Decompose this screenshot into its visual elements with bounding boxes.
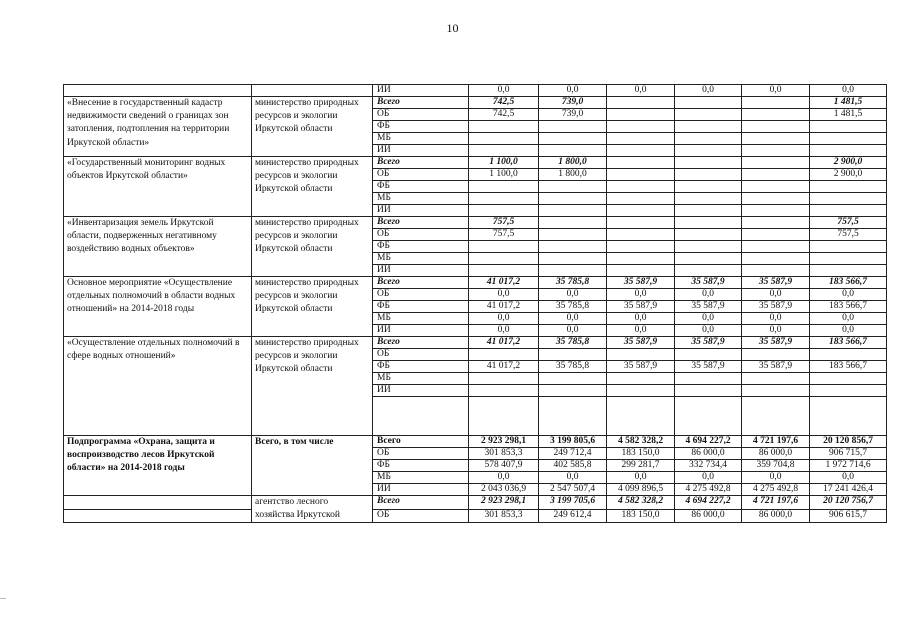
value-cell xyxy=(810,181,887,193)
value-cell xyxy=(810,133,887,145)
value-cell: 4 694 227,2 xyxy=(675,436,742,448)
table-body xyxy=(64,85,887,523)
value-cell xyxy=(539,133,607,145)
funding-source-cell: ФБ xyxy=(373,241,469,253)
value-cell xyxy=(810,397,887,436)
value-cell xyxy=(742,181,810,193)
value-cell xyxy=(742,349,810,361)
value-cell: 2 900,0 xyxy=(810,169,887,181)
value-cell: 0,0 xyxy=(742,472,810,484)
value-cell: 0,0 xyxy=(675,289,742,301)
value-cell: 4 582 328,2 xyxy=(607,436,675,448)
event-name-cell xyxy=(64,85,252,97)
value-cell: 35 587,9 xyxy=(675,277,742,289)
value-cell xyxy=(742,385,810,397)
value-cell: 0,0 xyxy=(469,325,539,337)
value-cell: 0,0 xyxy=(539,289,607,301)
value-cell xyxy=(810,373,887,385)
executor-cell: министерство природных ресурсов и экологии Иркутской области xyxy=(252,97,373,157)
value-cell: 4 275 492,8 xyxy=(742,484,810,496)
value-cell xyxy=(539,229,607,241)
value-cell xyxy=(675,217,742,229)
value-cell xyxy=(742,253,810,265)
value-cell xyxy=(742,241,810,253)
value-cell: 183 566,7 xyxy=(810,337,887,349)
value-cell xyxy=(469,181,539,193)
value-cell xyxy=(539,253,607,265)
value-cell: 86 000,0 xyxy=(675,509,742,523)
value-cell xyxy=(742,265,810,277)
budget-table xyxy=(63,84,887,523)
value-cell: 0,0 xyxy=(607,289,675,301)
value-cell xyxy=(810,205,887,217)
executor-cell: министерство природных ресурсов и экологии Иркутской области xyxy=(252,277,373,337)
value-cell: 183 150,0 xyxy=(607,448,675,460)
funding-source-cell: ОБ xyxy=(373,229,469,241)
value-cell xyxy=(607,385,675,397)
value-cell: 4 275 492,8 xyxy=(675,484,742,496)
event-name-cell: Основное мероприятие «Осуществление отдельных полномочий в области водных отношений» на 2014-2018 годы xyxy=(64,277,252,337)
value-cell xyxy=(539,193,607,205)
value-cell xyxy=(607,97,675,109)
value-cell xyxy=(539,145,607,157)
value-cell xyxy=(607,193,675,205)
value-cell xyxy=(539,385,607,397)
value-cell: 0,0 xyxy=(469,85,539,97)
value-cell: 183 566,7 xyxy=(810,277,887,289)
value-cell xyxy=(607,253,675,265)
value-cell: 41 017,2 xyxy=(469,337,539,349)
value-cell: 0,0 xyxy=(810,85,887,97)
value-cell xyxy=(607,349,675,361)
value-cell: 739,0 xyxy=(539,109,607,121)
page-number: 10 xyxy=(446,21,459,35)
value-cell xyxy=(742,169,810,181)
value-cell: 249 612,4 xyxy=(539,509,607,523)
executor-cell: министерство природных ресурсов и экологии Иркутской области xyxy=(252,217,373,277)
value-cell xyxy=(607,373,675,385)
value-cell: 1 800,0 xyxy=(539,169,607,181)
value-cell: 183 566,7 xyxy=(810,301,887,313)
funding-source-cell: ОБ xyxy=(373,509,469,523)
value-cell: 402 585,8 xyxy=(539,460,607,472)
value-cell xyxy=(539,265,607,277)
value-cell xyxy=(607,157,675,169)
value-cell xyxy=(607,205,675,217)
table-row xyxy=(64,509,887,523)
value-cell xyxy=(810,241,887,253)
value-cell xyxy=(742,109,810,121)
value-cell xyxy=(607,181,675,193)
value-cell xyxy=(469,253,539,265)
value-cell xyxy=(675,397,742,436)
value-cell xyxy=(810,193,887,205)
value-cell: 1 972 714,6 xyxy=(810,460,887,472)
value-cell: 0,0 xyxy=(607,313,675,325)
value-cell: 20 120 756,7 xyxy=(810,496,887,510)
value-cell: 35 587,9 xyxy=(742,361,810,373)
value-cell: 35 785,8 xyxy=(539,301,607,313)
value-cell: 0,0 xyxy=(742,325,810,337)
event-name-cell: «Инвентаризация земель Иркутской области, подверженных негативному воздействию водных объектов» xyxy=(64,217,252,277)
event-name-cell: «Государственный мониторинг водных объектов Иркутской области» xyxy=(64,157,252,217)
funding-source-cell: ФБ xyxy=(373,181,469,193)
value-cell: 906 715,7 xyxy=(810,448,887,460)
value-cell: 35 785,8 xyxy=(539,361,607,373)
value-cell xyxy=(810,385,887,397)
value-cell xyxy=(607,109,675,121)
funding-source-cell: Всего xyxy=(373,337,469,349)
value-cell: 0,0 xyxy=(742,313,810,325)
funding-source-cell: ИИ xyxy=(373,85,469,97)
value-cell: 86 000,0 xyxy=(742,448,810,460)
value-cell: 2 923 298,1 xyxy=(469,436,539,448)
value-cell: 35 587,9 xyxy=(607,277,675,289)
value-cell xyxy=(675,133,742,145)
value-cell xyxy=(675,169,742,181)
funding-source-cell: ИИ xyxy=(373,205,469,217)
value-cell xyxy=(469,265,539,277)
funding-source-cell: МБ xyxy=(373,313,469,325)
value-cell xyxy=(607,265,675,277)
funding-source-cell: ФБ xyxy=(373,460,469,472)
value-cell: 0,0 xyxy=(469,313,539,325)
funding-source-cell: Всего xyxy=(373,217,469,229)
executor-cell: Всего, в том числе xyxy=(252,436,373,496)
value-cell xyxy=(742,229,810,241)
value-cell: 1 100,0 xyxy=(469,157,539,169)
value-cell: 41 017,2 xyxy=(469,277,539,289)
value-cell xyxy=(469,193,539,205)
value-cell: 1 100,0 xyxy=(469,169,539,181)
value-cell: 742,5 xyxy=(469,109,539,121)
value-cell: 35 587,9 xyxy=(607,301,675,313)
value-cell xyxy=(810,265,887,277)
value-cell: 0,0 xyxy=(675,85,742,97)
value-cell: 739,0 xyxy=(539,97,607,109)
table-row xyxy=(64,436,887,448)
value-cell xyxy=(742,97,810,109)
value-cell: 183 566,7 xyxy=(810,361,887,373)
value-cell xyxy=(469,121,539,133)
value-cell: 35 587,9 xyxy=(607,337,675,349)
value-cell xyxy=(469,241,539,253)
value-cell xyxy=(675,205,742,217)
value-cell xyxy=(742,145,810,157)
value-cell: 20 120 856,7 xyxy=(810,436,887,448)
value-cell: 35 587,9 xyxy=(607,361,675,373)
table-row xyxy=(64,85,887,97)
funding-source-cell: ОБ xyxy=(373,349,469,361)
value-cell xyxy=(539,349,607,361)
value-cell xyxy=(469,205,539,217)
value-cell: 0,0 xyxy=(675,325,742,337)
value-cell: 0,0 xyxy=(810,289,887,301)
funding-source-cell: ОБ xyxy=(373,109,469,121)
value-cell: 301 853,3 xyxy=(469,448,539,460)
table-row xyxy=(64,337,887,349)
table-row xyxy=(64,157,887,169)
value-cell: 359 704,8 xyxy=(742,460,810,472)
value-cell: 17 241 426,4 xyxy=(810,484,887,496)
value-cell: 0,0 xyxy=(539,85,607,97)
value-cell: 578 407,9 xyxy=(469,460,539,472)
value-cell xyxy=(675,241,742,253)
value-cell xyxy=(675,97,742,109)
value-cell: 757,5 xyxy=(469,217,539,229)
value-cell xyxy=(469,145,539,157)
value-cell: 183 150,0 xyxy=(607,509,675,523)
value-cell: 0,0 xyxy=(469,472,539,484)
value-cell: 3 199 705,6 xyxy=(539,496,607,510)
value-cell xyxy=(742,133,810,145)
value-cell: 0,0 xyxy=(742,85,810,97)
value-cell xyxy=(675,373,742,385)
executor-cell: агентство лесного хозяйства Иркутской xyxy=(252,496,373,523)
value-cell xyxy=(607,217,675,229)
value-cell: 35 587,9 xyxy=(675,337,742,349)
event-name-cell xyxy=(373,397,469,436)
funding-source-cell: ИИ xyxy=(373,385,469,397)
value-cell xyxy=(810,253,887,265)
funding-source-cell: ФБ xyxy=(373,301,469,313)
value-cell: 0,0 xyxy=(607,85,675,97)
value-cell xyxy=(810,121,887,133)
executor-cell: министерство природных ресурсов и экологии Иркутской области xyxy=(252,157,373,217)
value-cell: 2 547 507,4 xyxy=(539,484,607,496)
value-cell: 0,0 xyxy=(675,472,742,484)
value-cell: 3 199 805,6 xyxy=(539,436,607,448)
value-cell: 4 721 197,6 xyxy=(742,496,810,510)
value-cell xyxy=(742,121,810,133)
funding-source-cell xyxy=(539,397,607,436)
event-name-cell: «Осуществление отдельных полномочий в сфере водных отношений» xyxy=(64,337,252,436)
value-cell: 4 099 896,5 xyxy=(607,484,675,496)
value-cell: 0,0 xyxy=(675,313,742,325)
value-cell: 4 721 197,6 xyxy=(742,436,810,448)
value-cell: 906 615,7 xyxy=(810,509,887,523)
value-cell xyxy=(469,349,539,361)
value-cell xyxy=(607,121,675,133)
value-cell: 35 587,9 xyxy=(675,301,742,313)
event-name-cell: Подпрограмма «Охрана, защита и воспроизводство лесов Иркутской области» на 2014-2018 годы xyxy=(64,436,252,496)
value-cell xyxy=(539,121,607,133)
value-cell xyxy=(607,145,675,157)
scan-edge-mark xyxy=(0,598,6,599)
executor-cell: министерство природных ресурсов и экологии Иркутской области xyxy=(252,337,373,436)
value-cell: 742,5 xyxy=(469,97,539,109)
value-cell xyxy=(810,145,887,157)
funding-source-cell: ОБ xyxy=(373,448,469,460)
value-cell xyxy=(675,181,742,193)
value-cell xyxy=(675,385,742,397)
value-cell: 35 587,9 xyxy=(742,277,810,289)
value-cell xyxy=(675,193,742,205)
funding-source-cell: Всего xyxy=(373,277,469,289)
funding-source-cell: ИИ xyxy=(373,145,469,157)
value-cell xyxy=(742,373,810,385)
value-cell: 35 785,8 xyxy=(539,337,607,349)
funding-source-cell: ИИ xyxy=(373,265,469,277)
funding-source-cell: ОБ xyxy=(373,169,469,181)
value-cell: 35 587,9 xyxy=(742,301,810,313)
table-row xyxy=(64,496,887,510)
value-cell xyxy=(675,157,742,169)
table-row xyxy=(64,217,887,229)
value-cell xyxy=(675,265,742,277)
value-cell: 41 017,2 xyxy=(469,361,539,373)
funding-source-cell: ИИ xyxy=(373,325,469,337)
value-cell: 757,5 xyxy=(469,229,539,241)
value-cell xyxy=(469,385,539,397)
funding-source-cell: Всего xyxy=(373,436,469,448)
value-cell xyxy=(675,109,742,121)
value-cell: 332 734,4 xyxy=(675,460,742,472)
value-cell xyxy=(469,133,539,145)
value-cell: 86 000,0 xyxy=(742,509,810,523)
value-cell: 35 587,9 xyxy=(675,361,742,373)
value-cell: 249 712,4 xyxy=(539,448,607,460)
value-cell xyxy=(675,145,742,157)
value-cell xyxy=(539,373,607,385)
funding-source-cell: Всего xyxy=(373,157,469,169)
executor-cell xyxy=(252,85,373,97)
value-cell xyxy=(539,241,607,253)
value-cell xyxy=(607,241,675,253)
funding-source-cell: МБ xyxy=(373,193,469,205)
funding-source-cell: ФБ xyxy=(373,361,469,373)
value-cell: 41 017,2 xyxy=(469,301,539,313)
value-cell: 86 000,0 xyxy=(675,448,742,460)
value-cell xyxy=(742,217,810,229)
event-name-cell xyxy=(64,509,252,523)
value-cell: 0,0 xyxy=(607,325,675,337)
funding-source-cell: ФБ xyxy=(373,121,469,133)
value-cell xyxy=(675,253,742,265)
value-cell: 0,0 xyxy=(469,289,539,301)
value-cell: 0,0 xyxy=(742,289,810,301)
funding-source-cell: МБ xyxy=(373,472,469,484)
funding-source-cell: Всего xyxy=(373,97,469,109)
value-cell xyxy=(742,397,810,436)
value-cell: 0,0 xyxy=(810,325,887,337)
value-cell: 0,0 xyxy=(607,472,675,484)
funding-source-cell: МБ xyxy=(373,373,469,385)
funding-source-cell: МБ xyxy=(373,253,469,265)
value-cell xyxy=(607,169,675,181)
value-cell: 1 481,5 xyxy=(810,97,887,109)
executor-cell xyxy=(469,397,539,436)
value-cell xyxy=(539,205,607,217)
value-cell: 2 923 298,1 xyxy=(469,496,539,510)
table-row xyxy=(64,277,887,289)
value-cell: 1 800,0 xyxy=(539,157,607,169)
value-cell xyxy=(539,217,607,229)
value-cell: 757,5 xyxy=(810,229,887,241)
event-name-cell xyxy=(64,496,252,510)
value-cell xyxy=(675,349,742,361)
value-cell xyxy=(742,193,810,205)
funding-source-cell: Всего xyxy=(373,496,469,510)
value-cell: 4 582 328,2 xyxy=(607,496,675,510)
value-cell: 0,0 xyxy=(810,472,887,484)
value-cell xyxy=(675,121,742,133)
value-cell: 2 043 036,9 xyxy=(469,484,539,496)
value-cell: 0,0 xyxy=(810,313,887,325)
value-cell xyxy=(742,205,810,217)
funding-source-cell: ОБ xyxy=(373,289,469,301)
value-cell: 299 281,7 xyxy=(607,460,675,472)
value-cell xyxy=(742,157,810,169)
table-row xyxy=(64,97,887,109)
value-cell xyxy=(607,397,675,436)
value-cell: 35 785,8 xyxy=(539,277,607,289)
event-name-cell: «Внесение в государственный кадастр недвижимости сведений о границах зон затопления, подтопления на территории Иркутской области» xyxy=(64,97,252,157)
value-cell: 4 694 227,2 xyxy=(675,496,742,510)
value-cell: 0,0 xyxy=(539,325,607,337)
value-cell: 0,0 xyxy=(539,313,607,325)
value-cell: 757,5 xyxy=(810,217,887,229)
value-cell: 2 900,0 xyxy=(810,157,887,169)
value-cell xyxy=(607,229,675,241)
value-cell xyxy=(675,229,742,241)
value-cell xyxy=(539,181,607,193)
funding-source-cell: ИИ xyxy=(373,484,469,496)
value-cell: 0,0 xyxy=(539,472,607,484)
value-cell: 301 853,3 xyxy=(469,509,539,523)
value-cell xyxy=(607,133,675,145)
value-cell xyxy=(469,373,539,385)
value-cell: 35 587,9 xyxy=(742,337,810,349)
value-cell xyxy=(810,349,887,361)
funding-source-cell: МБ xyxy=(373,133,469,145)
value-cell: 1 481,5 xyxy=(810,109,887,121)
